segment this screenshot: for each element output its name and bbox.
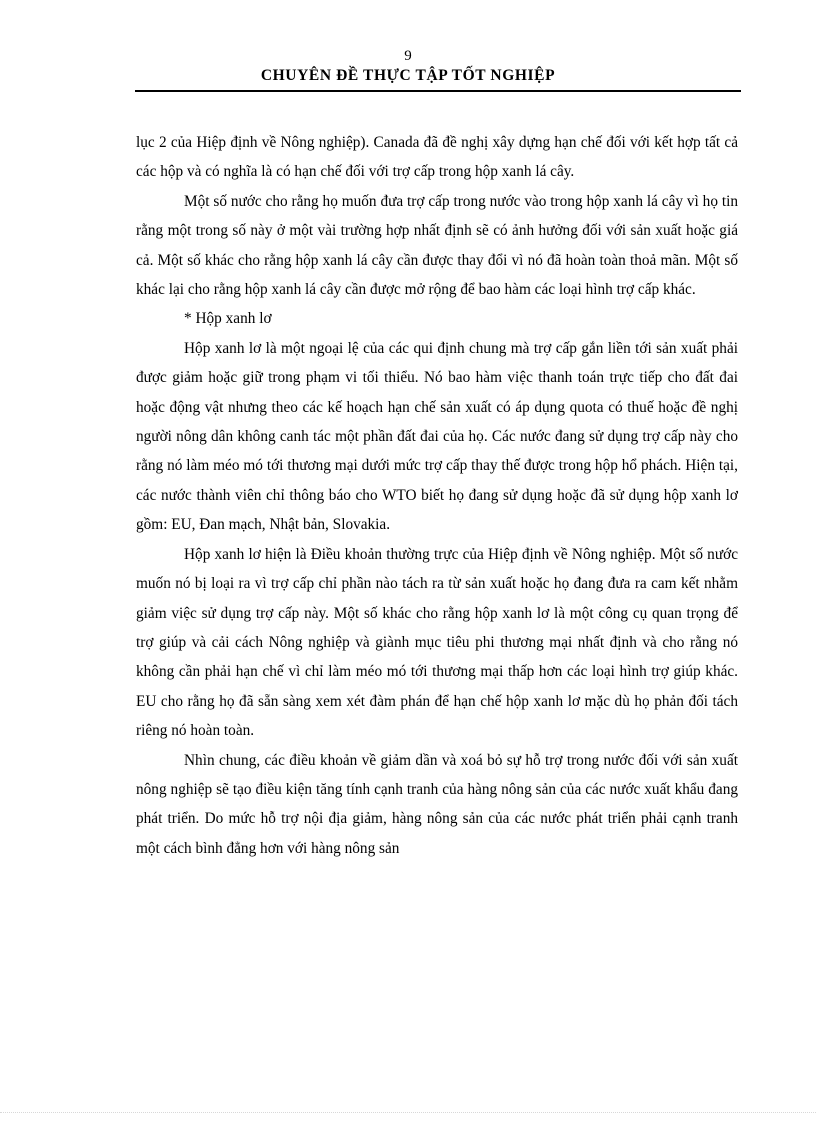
document-body (136, 128, 738, 863)
running-header: CHUYÊN ĐỀ THỰC TẬP TỐT NGHIỆP (260, 67, 556, 84)
page-number: 9 (404, 48, 412, 64)
paragraph-blue-box-status: Hộp xanh lơ hiện là Điều khoản thường trực của Hiệp định về Nông nghiệp. Một số nước muốn nó bị loại ra vì trợ cấp chỉ phần nào tách ra từ sản xuất hoặc họ đang đưa ra cam kết nhằm giảm việc sử dụng trợ cấp này. Một số khác cho rằng hộp xanh lơ là một công cụ quan trọng để trợ giúp và cải cách Nông nghiệp và giành mục tiêu phi thương mại nhất định và cho rằng nó không cần phải hạn chế vì chỉ làm méo mó tới thương mại thấp hơn các loại hình trợ giúp khác. EU cho rằng họ đã sẵn sàng xem xét đàm phán để hạn chế hộp xanh lơ mặc dù họ phản đối tách riêng nó hoàn toàn. (136, 545, 738, 740)
section-heading-blue-box: * Hộp xanh lơ (184, 310, 272, 328)
paragraph-green-box-opinions: Một số nước cho rằng họ muốn đưa trợ cấp trong nước vào trong hộp xanh lá cây vì họ tin rằng một trong số này ở một vài trường hợp nhất định sẽ có ảnh hưởng đối với sản xuất hoặc giá cả. Một số khác cho rằng hộp xanh lá cây cần được thay đổi vì nó đã hoàn toàn thoả mãn. Một số khác lại cho rằng hộp xanh lá cây cần được mở rộng để bao hàm các loại hình trợ cấp khác. (136, 192, 738, 299)
header-divider (135, 90, 741, 92)
paragraph-conclusion: Nhìn chung, các điều khoản về giảm dần và xoá bỏ sự hỗ trợ trong nước đối với sản xuất nông nghiệp sẽ tạo điều kiện tăng tính cạnh tranh của hàng nông sản của các nước xuất khẩu đang phát triển. Do mức hỗ trợ nội địa giảm, hàng nông sản của các nước phát triển phải cạnh tranh một cách bình đẳng hơn với hàng nông sản (136, 751, 738, 857)
paragraph-blue-box-definition: Hộp xanh lơ là một ngoại lệ của các qui định chung mà trợ cấp gắn liền tới sản xuất phải được giảm hoặc giữ trong phạm vi tối thiểu. Nó bao hàm việc thanh toán trực tiếp cho đất đai hoặc động vật nhưng theo các kế hoạch hạn chế sản xuất có áp dụng quota có thuế hoặc đề nghị người nông dân không canh tác một phần đất đai của họ. Các nước đang sử dụng trợ cấp này cho rằng nó làm méo mó tới thương mại dưới mức trợ cấp thay thế được trong hộp hổ phách. Hiện tại, các nước thành viên chỉ thông báo cho WTO biết họ đang sử dụng hoặc đã sử dụng hộp xanh lơ gồm: EU, Đan mạch, Nhật bản, Slovakia. (136, 339, 738, 534)
paragraph-continuation: lục 2 của Hiệp định về Nông nghiệp). Canada đã đề nghị xây dựng hạn chế đối với kết hợp tất cả các hộp và có nghĩa là có hạn chế đối với trợ cấp trong hộp xanh lá cây. (136, 134, 738, 181)
footer-divider (0, 1112, 816, 1113)
